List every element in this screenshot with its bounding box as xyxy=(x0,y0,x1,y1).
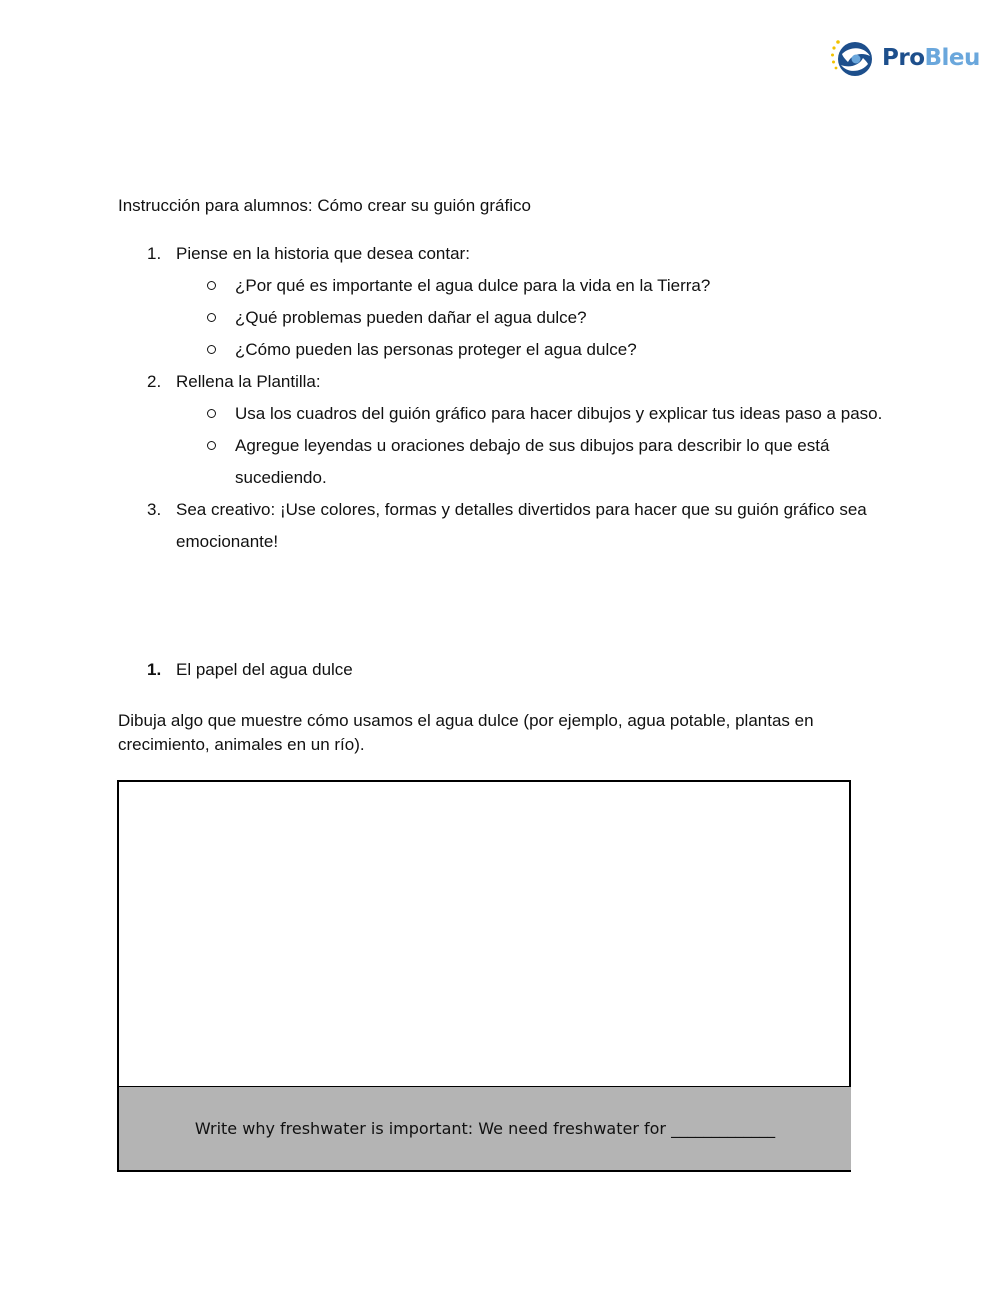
step-number: 1. xyxy=(147,244,162,263)
subitem xyxy=(176,398,888,430)
subitem xyxy=(176,334,888,366)
instruction-step-1 xyxy=(118,238,888,366)
instruction-step-3 xyxy=(118,494,888,558)
circle-bullet-icon xyxy=(207,281,216,290)
instructions-list xyxy=(118,238,888,558)
subitem xyxy=(176,270,888,302)
section-number: 1. xyxy=(147,660,162,679)
subitem-text: Usa los cuadros del guión gráfico para hacer dibujos y explicar tus ideas paso a paso. xyxy=(235,404,883,423)
step-text: Sea creativo: ¡Use colores, formas y detalles divertidos para hacer que su guión gráfico sea emocionante! xyxy=(176,500,867,551)
instructions-title: Instrucción para alumnos: Cómo crear su guión gráfico xyxy=(118,196,531,215)
circle-bullet-icon xyxy=(207,313,216,322)
caption-text: Write why freshwater is important: We need freshwater for _____________ xyxy=(194,1119,776,1138)
brand-pro: Pro xyxy=(882,45,925,71)
subitem-text: ¿Por qué es importante el agua dulce para la vida en la Tierra? xyxy=(235,276,711,295)
probleu-logo-icon xyxy=(830,38,878,80)
section-description: Dibuja algo que muestre cómo usamos el agua dulce (por ejemplo, agua potable, plantas en crecimiento, animales en un río). xyxy=(118,711,814,754)
circle-bullet-icon xyxy=(207,409,216,418)
subitem-text: Agregue leyendas u oraciones debajo de sus dibujos para describir lo que está sucediendo. xyxy=(235,436,830,487)
caption-bar xyxy=(119,1086,851,1170)
step-text: Rellena la Plantilla: xyxy=(176,372,321,391)
brand-bleu: Bleu xyxy=(924,45,980,71)
step-1-subitems xyxy=(176,270,888,366)
probleu-logo xyxy=(830,38,980,80)
circle-bullet-icon xyxy=(207,345,216,354)
step-number: 3. xyxy=(147,500,162,519)
subitem-text: ¿Qué problemas pueden dañar el agua dulce? xyxy=(235,308,587,327)
subitem xyxy=(176,302,888,334)
circle-bullet-icon xyxy=(207,441,216,450)
drawing-area[interactable] xyxy=(117,780,851,1172)
subitem-text: ¿Cómo pueden las personas proteger el agua dulce? xyxy=(235,340,637,359)
brand-name xyxy=(882,45,980,71)
step-number: 2. xyxy=(147,372,162,391)
subitem xyxy=(176,430,888,494)
step-text: Piense en la historia que desea contar: xyxy=(176,244,470,263)
section-title: El papel del agua dulce xyxy=(176,660,353,679)
step-2-subitems xyxy=(176,398,888,494)
instruction-step-2 xyxy=(118,366,888,494)
